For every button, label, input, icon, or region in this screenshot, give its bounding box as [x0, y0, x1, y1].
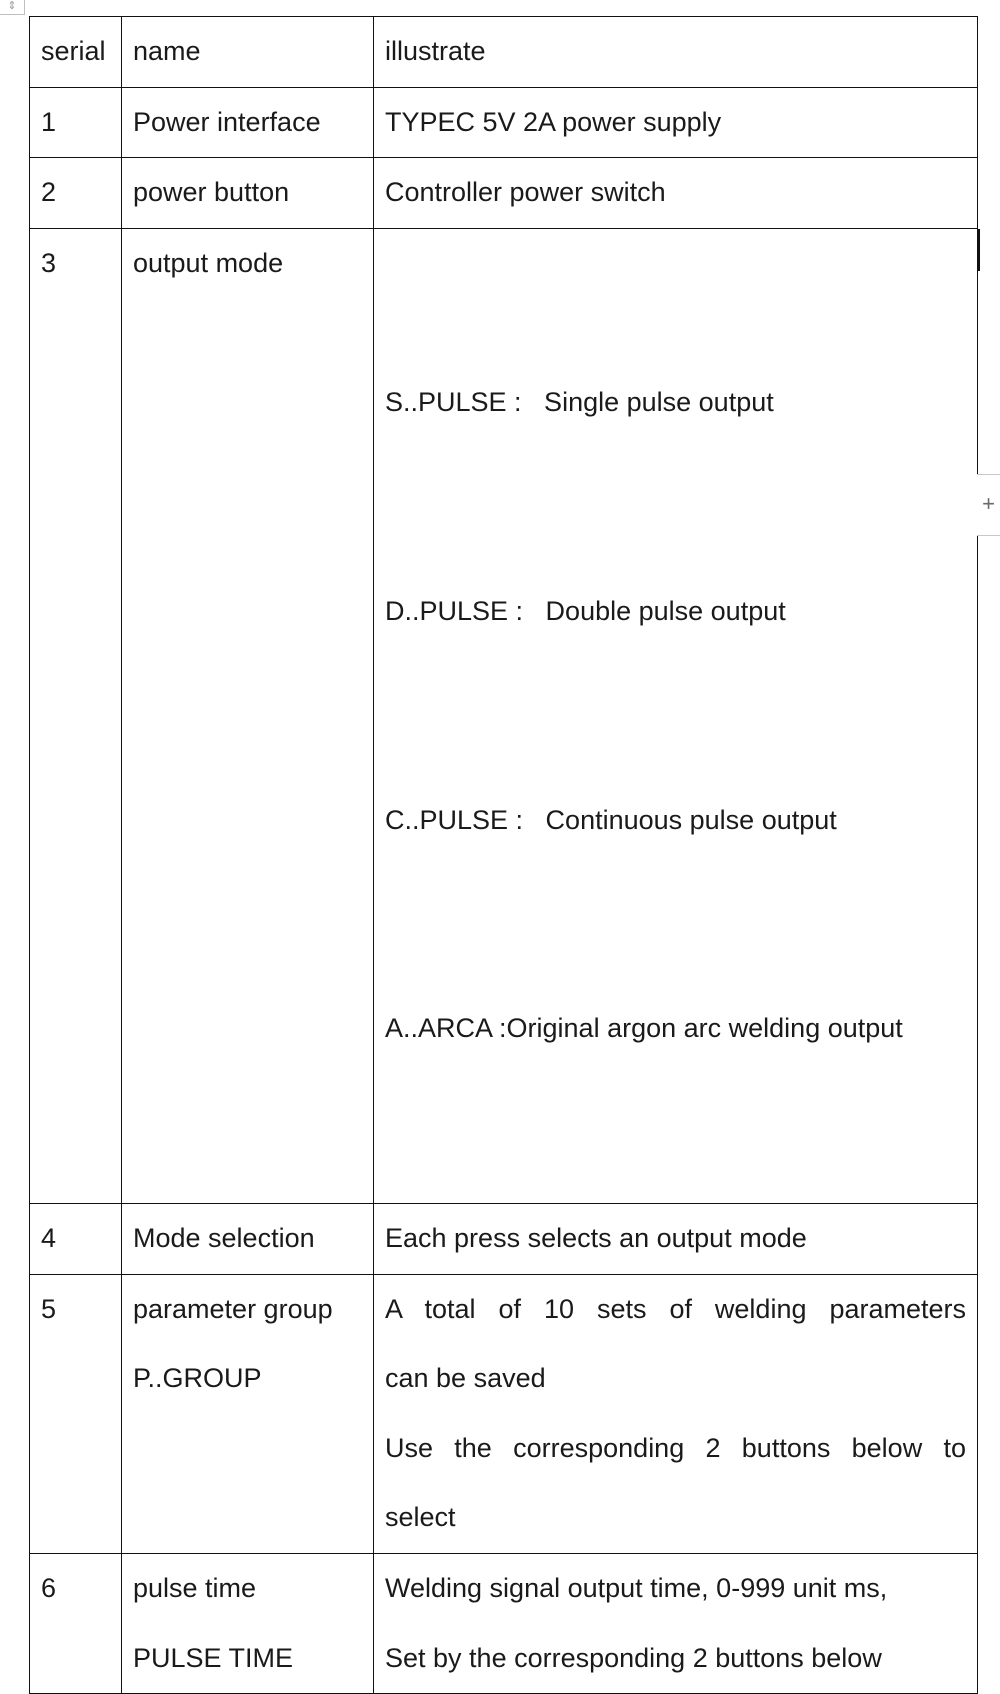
- name-cell[interactable]: output mode: [122, 228, 374, 1203]
- illustrate-cell[interactable]: [374, 228, 978, 1203]
- illustrate-cell[interactable]: TYPEC 5V 2A power supply: [374, 87, 978, 158]
- table-row: [30, 87, 978, 158]
- serial-cell[interactable]: 6: [30, 1554, 122, 1694]
- mode-s-pulse: S..PULSE : Single pulse output: [385, 386, 774, 417]
- mode-d-pulse: D..PULSE : Double pulse output: [385, 595, 786, 626]
- table-move-handle-icon[interactable]: ⇕: [0, 0, 25, 15]
- serial-cell[interactable]: 4: [30, 1204, 122, 1275]
- illustrate-cell[interactable]: Each press selects an output mode: [374, 1204, 978, 1275]
- serial-cell[interactable]: 1: [30, 87, 122, 158]
- mode-c-pulse: C..PULSE : Continuous pulse output: [385, 804, 837, 835]
- table-row: [30, 158, 978, 229]
- spec-table: [29, 16, 978, 1694]
- table-row: [30, 1204, 978, 1275]
- serial-cell[interactable]: 3: [30, 228, 122, 1203]
- illustrate-cell[interactable]: Welding signal output time, 0-999 unit ms, Set by the corresponding 2 buttons below: [374, 1554, 978, 1694]
- name-cell[interactable]: Power interface: [122, 87, 374, 158]
- text-cursor: [977, 229, 980, 271]
- illustrate-cell[interactable]: Controller power switch: [374, 158, 978, 229]
- table-row: [30, 228, 978, 1203]
- table-row: [30, 1554, 978, 1694]
- table-row: [30, 1274, 978, 1553]
- serial-cell[interactable]: 2: [30, 158, 122, 229]
- table-header-row: [30, 17, 978, 88]
- header-serial[interactable]: serial: [30, 17, 122, 88]
- name-cell[interactable]: pulse time PULSE TIME: [122, 1554, 374, 1694]
- add-row-icon[interactable]: +: [977, 474, 1000, 536]
- header-name[interactable]: name: [122, 17, 374, 88]
- name-cell[interactable]: parameter group P..GROUP: [122, 1274, 374, 1553]
- header-illustrate[interactable]: illustrate: [374, 17, 978, 88]
- serial-cell[interactable]: 5: [30, 1274, 122, 1553]
- illustrate-cell[interactable]: A total of 10 sets of welding parameters can be saved Use the corresponding 2 buttons below to select: [374, 1274, 978, 1553]
- mode-a-arca: A..ARCA :Original argon arc welding output: [385, 1013, 903, 1044]
- name-cell[interactable]: Mode selection: [122, 1204, 374, 1275]
- name-cell[interactable]: power button: [122, 158, 374, 229]
